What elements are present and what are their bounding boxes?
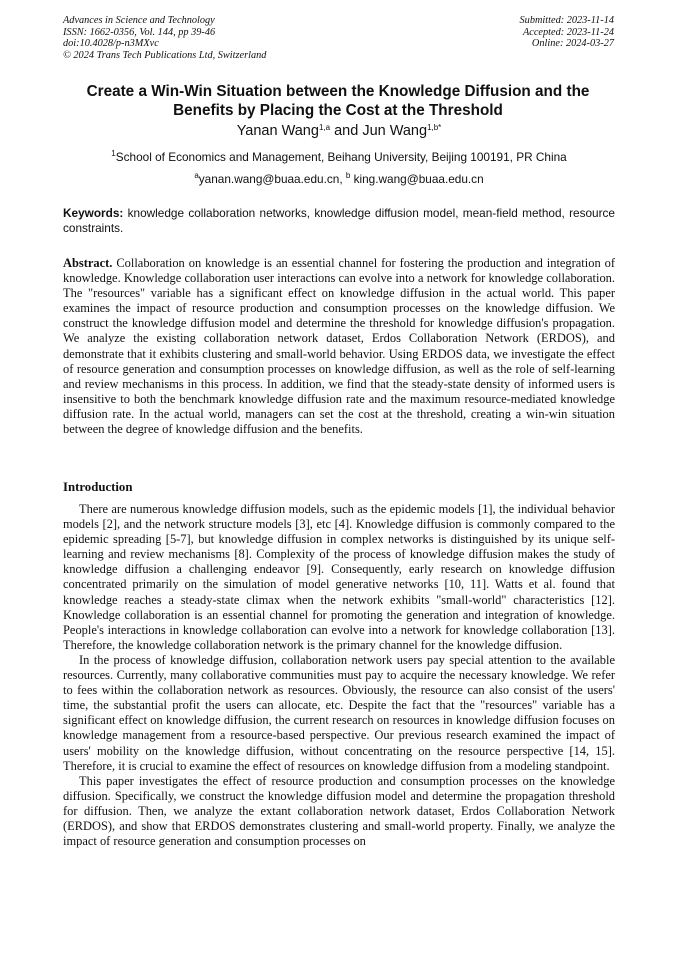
- journal-name: Advances in Science and Technology: [63, 15, 215, 26]
- copyright-line: © 2024 Trans Tech Publications Ltd, Switzerland: [63, 49, 267, 61]
- introduction-body: [63, 502, 615, 849]
- journal-info: [63, 15, 266, 61]
- abstract-text: Collaboration on knowledge is an essential channel for fostering the production and integration of knowledge. Knowledge collaboration user interactions can evolve into a network for knowledge collaboration. The "resources" variable has a significant effect on knowledge diffusion in the actual world. This paper examines the impact of resource production and consumption processes on the knowledge diffusion. We construct the knowledge diffusion model and determine the threshold for knowledge diffusion's propagation. We analyze the existing collaboration network dataset, Erdos Collaboration Network (ERDOS), and demonstrate that it exhibits clustering and small-world behavior. Using ERDOS data, we investigate the effect of resource generation and consumption processes on knowledge diffusion, as well as the role of self-learning and review mechanisms in this process. In addition, we find that the steady-state density of informed users is insensitive to both the benchmark knowledge diffusion rate and the maximum resource-mediated knowledge diffusion rate. In the actual world, managers can set the cost at the threshold, creating a win-win situation between the degree of knowledge diffusion and the benefits.: [63, 256, 615, 437]
- email-line: [0, 172, 678, 186]
- affiliation: [0, 150, 678, 164]
- affiliation-text: School of Economics and Management, Beihang University, Beijing 100191, PR China: [115, 150, 567, 164]
- intro-paragraph-3: This paper investigates the effect of resource production and consumption processes on the knowledge diffusion. Specifically, we construct the knowledge diffusion model and determine the propagation threshold for diffusion. Then, we analyze the extant collaboration network dataset, Erdos Collaboration Network (ERDOS), and show that ERDOS demonstrates clustering and small-world property. Finally, we analyze the impact of resource generation and consumption processes on: [63, 773, 615, 849]
- author-2: Jun Wang: [362, 123, 428, 139]
- keywords-text: knowledge collaboration networks, knowledge diffusion model, mean-field method, resource constraints.: [63, 206, 615, 235]
- affiliation-marker: 1: [111, 149, 116, 158]
- section-heading-introduction: Introduction: [63, 480, 133, 494]
- author-line: [0, 123, 678, 139]
- author-1: Yanan Wang: [236, 123, 319, 139]
- abstract-label: Abstract.: [63, 256, 113, 270]
- email-a-marker: a: [194, 171, 199, 180]
- keywords-label: Keywords:: [63, 206, 124, 220]
- publication-dates: [520, 15, 614, 50]
- author-conjunction: and: [330, 123, 363, 139]
- author-1-affil: 1,a: [318, 123, 331, 132]
- paper-title: Create a Win-Win Situation between the Knowledge Diffusion and the Benefits by Placing the Cost at the Threshold: [86, 83, 590, 119]
- author-2-affil: 1,b*: [427, 123, 442, 132]
- doi-line: doi:10.4028/p-n3MXvc: [63, 38, 159, 49]
- issn-line: ISSN: 1662-0356, Vol. 144, pp 39-46: [63, 26, 216, 38]
- keywords-block: [63, 206, 615, 235]
- intro-paragraph-2: In the process of knowledge diffusion, collaboration network users pay special attention to the available resources. Currently, many collaborative communities must pay to acquire the necessary knowledge. We refer to fees within the collaboration network as resources. Obviously, the resource can also consist of the users' time, the substantial profit the users can allocate, etc. Despite the fact that the "resources" variable has a significant effect on knowledge diffusion, the current research on resources in knowledge diffusion focuses on knowledge management from a resource-based perspective. Our previous research examined the impact of users' mobility on the knowledge diffusion, without concentrating on the resource perspective [14, 15]. Therefore, it is crucial to examine the effect of resources on knowledge diffusion from a modeling standpoint.: [63, 652, 615, 773]
- abstract-block: [63, 256, 615, 437]
- email-b-marker: b: [345, 171, 351, 180]
- email-a[interactable]: yanan.wang@buaa.edu.cn,: [198, 172, 346, 186]
- accepted-date: Accepted: 2023-11-24: [522, 26, 614, 38]
- intro-paragraph-1: There are numerous knowledge diffusion models, such as the epidemic models [1], the individual behavior models [2], and the network structure models [3], etc [4]. Knowledge diffusion is commonly compared to the epidemic spreading [5-7], but knowledge diffusion in complex networks is distinguished by its unique self-learning and review mechanisms [8]. Complexity of the process of knowledge diffusion makes the study of knowledge diffusion a challenging endeavor [9]. Consequently, early research on knowledge diffusion concentrated primarily on the simulation of model generative networks [10, 11]. Watts et al. found that knowledge reaches a steady-state climax when the network exhibits "small-world" characteristics [12]. Knowledge collaboration is an essential channel for promoting the generation and integration of knowledge. People's interactions in knowledge collaboration can evolve into a network for knowledge collaboration [13]. Therefore, the knowledge collaboration network is the primary channel for the knowledge diffusion.: [63, 502, 615, 652]
- online-date: Online: 2024-03-27: [531, 38, 614, 49]
- email-b[interactable]: king.wang@buaa.edu.cn: [350, 172, 484, 186]
- submitted-date: Submitted: 2023-11-14: [519, 15, 614, 26]
